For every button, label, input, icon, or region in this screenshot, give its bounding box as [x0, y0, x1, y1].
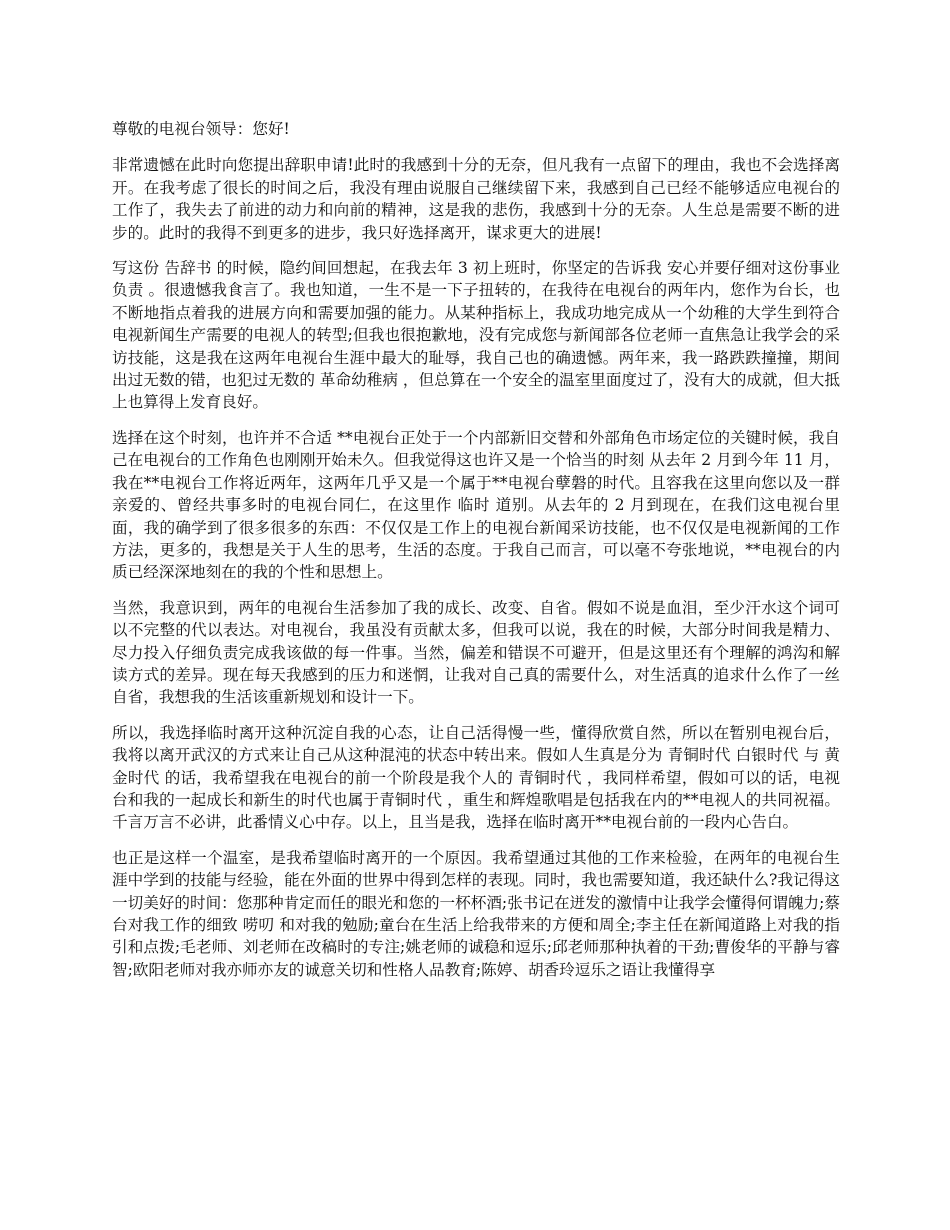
letter-body [112, 118, 840, 994]
letter-greeting: 尊敬的电视台领导：您好! [112, 120, 290, 138]
letter-paragraph: 当然，我意识到，两年的电视台生活参加了我的成长、改变、自省。假如不说是血泪，至少汗水这个词可以不完整的代以表达。对电视台，我虽没有贡献太多，但我可以说，我在的时候，大部分时间我是精力、尽力投入仔细负责完成我该做的每一件事。当然，偏差和错误不可避开，但是这里还有个理解的鸿沟和解读方式的差异。现在每天我感到的压力和迷惘，让我对自己真的需要什么，对生活真的追求什么作了一丝自省，我想我的生活该重新规划和设计一下。 [112, 598, 840, 707]
letter-paragraph: 也正是这样一个温室，是我希望临时离开的一个原因。我希望通过其他的工作来检验，在两年的电视台生涯中学到的技能与经验，能在外面的世界中得到怎样的表现。同时，我也需要知道，我还缺什么?我记得这一切美好的时间：您那种肯定而任的眼光和您的一杯杯酒;张书记在迸发的激情中让我学会懂得何谓魄力;蔡台对我工作的细致 唠叨 和对我的勉励;童台在生活上给我带来的方便和周全;李主任在新闻道路上对我的指引和点拨;毛老师、刘老师在改稿时的专注;姚老师的诚稳和逗乐;邱老师那种执着的干劲;曹俊华的平静与睿智;欧阳老师对我亦师亦友的诚意关切和性格人品教育;陈婷、胡香玲逗乐之语让我懂得享 [112, 848, 840, 979]
letter-paragraph: 非常遗憾在此时向您提出辞职申请!此时的我感到十分的无奈，但凡我有一点留下的理由，我也不会选择离开。在我考虑了很长的时间之后，我没有理由说服自己继续留下来，我感到自己已经不能够适应电视台的工作了，我失去了前进的动力和向前的精神，这是我的悲伤，我感到十分的无奈。人生总是需要不断的进步的。此时的我得不到更多的进步，我只好选择离开，谋求更大的进展! [112, 156, 840, 242]
letter-paragraph: 选择在这个时刻，也许并不合适 **电视台正处于一个内部新旧交替和外部角色市场定位的关键时候，我自己在电视台的工作角色也刚刚开始未久。但我觉得这也许又是一个恰当的时刻 从去年 2 月到今年 11 月，我在**电视台工作将近两年，这两年几乎又是一个属于**电视台孽磐的时代。且容我在这里向您以及一群亲爱的、曾经共事多时的电视台同仁，在这里作 临时 道别。从去年的 2 月到现在，在我们这电视台里面，我的确学到了很多很多的东西：不仅仅是工作上的电视台新闻采访技能，也不仅仅是电视新闻的工作方法，更多的，我想是关于人生的思考，生活的态度。于我自己而言，可以毫不夸张地说，**电视台的内质已经深深地刻在的我的个性和思想上。 [112, 428, 840, 582]
letter-paragraph: 写这份 告辞书 的时候，隐约间回想起，在我去年 3 初上班时，你坚定的告诉我 安心并要仔细对这份事业负责 。很遗憾我食言了。我也知道，一生不是一下子扭转的，在我待在电视台的两年内，您作为台长，也不断地指点着我的进展方向和需要加强的能力。从某种指标上，我成功地完成从一个幼稚的大学生到符合电视新闻生产需要的电视人的转型;但我也很抱歉地，没有完成您与新闻部各位老师一直焦急让我学会的采访技能，这是我在这两年电视台生涯中最大的耻辱，我自己也的确遗憾。两年来，我一路跌跌撞撞，期间出过无数的错，也犯过无数的 革命幼稚病 ，但总算在一个安全的温室里面度过了，没有大的成就，但大抵上也算得上发育良好。 [112, 259, 840, 412]
letter-paragraph: 所以，我选择临时离开这种沉淀自我的心态，让自己活得慢一些，懂得欣赏自然，所以在暂别电视台后，我将以离开武汉的方式来让自己从这种混沌的状态中转出来。假如人生真是分为 青铜时代 白银时代 与 黄金时代 的话，我希望我在电视台的前一个阶段是我个人的 青铜时代 ，我同样希望，假如可以的话，电视台和我的一起成长和新生的时代也属于青铜时代 ，重生和辉煌歌唱是包括我在内的**电视人的共同祝福。千言万言不必讲，此番情义心中存。以上，且当是我，选择在临时离开**电视台前的一段内心告白。 [112, 723, 840, 832]
